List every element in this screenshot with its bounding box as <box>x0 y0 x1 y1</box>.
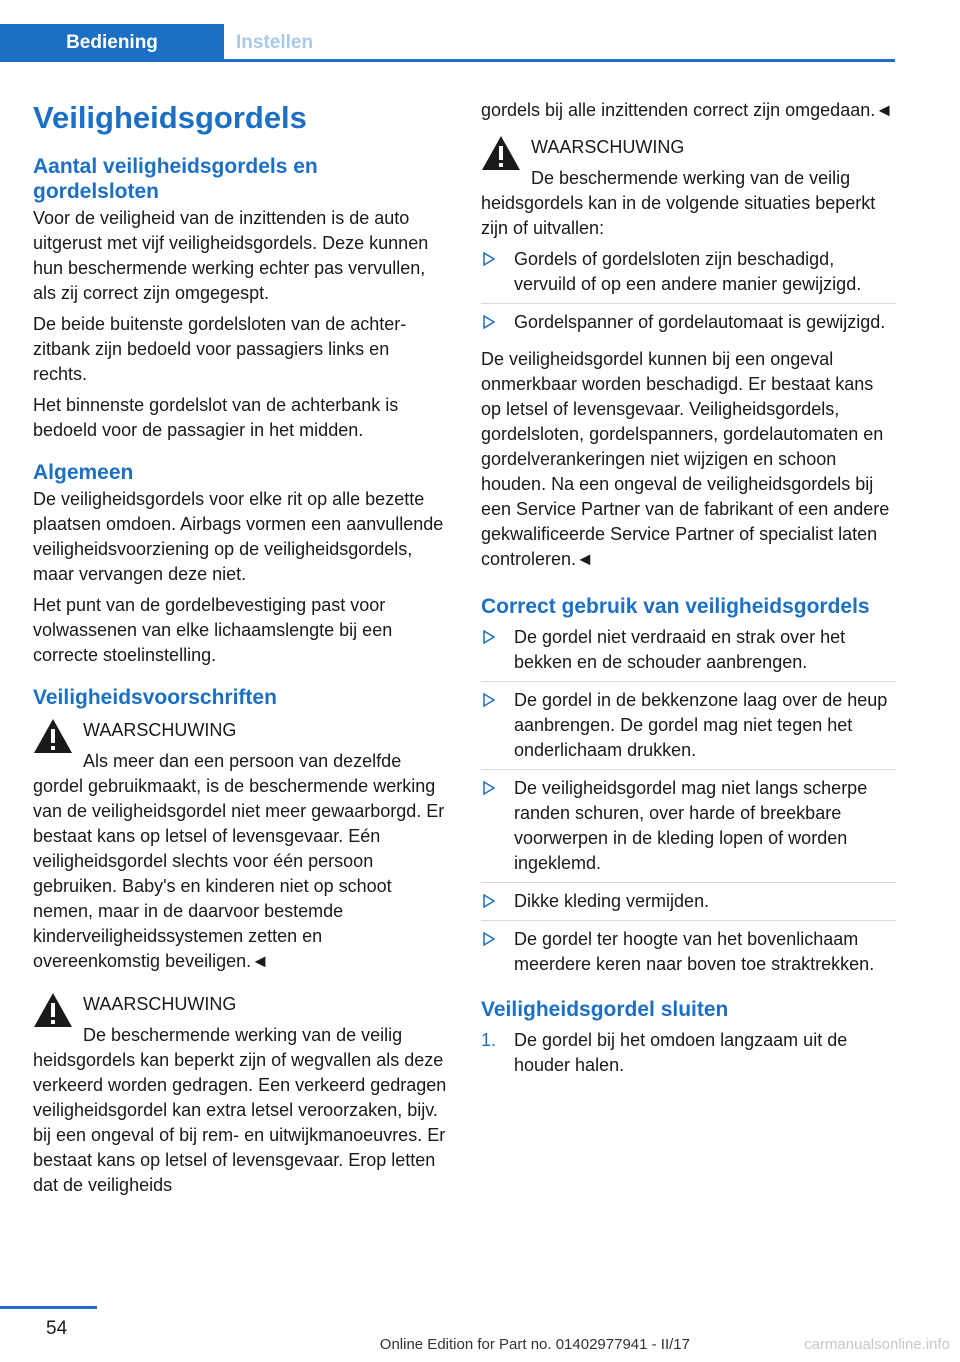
triangle-bullet-icon <box>483 315 495 329</box>
step-text: De gordel bij het omdoen langzaam uit de houder halen. <box>514 1030 848 1075</box>
warning-title: WAARSCHUWING <box>83 994 237 1014</box>
warning-block <box>481 135 896 241</box>
paragraph: gordels bij alle inzittenden correct zijn omgedaan.◄ <box>481 100 894 120</box>
triangle-bullet-icon <box>483 781 495 795</box>
usage-list <box>481 625 896 983</box>
page-number: 54 <box>46 1318 68 1339</box>
warning-text: heidsgordels kan beperkt zijn of wegvallen als deze verkeerd worden gedragen. Een verkeerd gedragen veiligheidsgordel kan extra letsel veroorzaken, bijv. bij een ongeval of bij rem- en uitwijkmanoeuvres. Er bestaat kans op letsel of levensgevaar. Erop letten dat de veiligheids <box>33 1050 447 1195</box>
list-item <box>481 625 896 682</box>
footer-rule <box>0 1306 97 1309</box>
list-item-text: De gordel ter hoogte van het bovenlichaam meerdere keren naar boven toe straktrekken. <box>514 929 875 974</box>
warning-text: De beschermende werking van de veilig <box>83 1025 403 1045</box>
triangle-bullet-icon <box>483 630 495 644</box>
paragraph: Het punt van de gordelbevestiging past voor volwassenen van elke lichaamslengte bij een correcte stoelinstelling. <box>33 595 393 665</box>
warning-text: gordel gebruikmaakt, is de beschermende werking van de veiligheidsgordel niet meer gewaarborgd. Er bestaat kans op letsel of levensgevaar. Eén veiligheidsgordel slechts voor één persoon gebruiken. Baby's en kinderen niet op schoot nemen, maar in de daarvoor bestemde kinderveiligheidssystemen zetten en overeenkomstig beveiligen.◄ <box>33 776 445 971</box>
list-item <box>481 310 896 341</box>
triangle-bullet-icon <box>483 693 495 707</box>
list-item <box>481 688 896 770</box>
warning-text: heidsgordels kan in de volgende situaties beperkt zijn of uitvallen: <box>481 193 876 238</box>
list-item <box>481 247 896 304</box>
paragraph: Voor de veiligheid van de inzittenden is de auto uitgerust met vijf veiligheidsgordels. Deze kunnen hun beschermende werking echter pas vervullen, als zij correct zijn omgegespt. <box>33 208 429 303</box>
warning-triangle-icon <box>33 992 73 1028</box>
list-item <box>481 776 896 883</box>
warning-triangle-icon <box>33 718 73 754</box>
heading-algemeen: Algemeen <box>33 461 134 484</box>
step-number: 1. <box>481 1030 497 1050</box>
right-column <box>481 98 896 1090</box>
page-title: Veiligheidsgordels <box>33 100 307 135</box>
triangle-bullet-icon <box>483 252 495 266</box>
list-item-text: Gordelspanner of gordelautomaat is gewijzigd. <box>514 312 886 332</box>
heading-veiligheidsvoorschriften: Veiligheidsvoorschriften <box>33 686 277 709</box>
warning-block <box>33 718 448 974</box>
warning-list <box>481 247 896 341</box>
heading-correct-gebruik: Correct gebruik van veiligheidsgordels <box>481 595 870 618</box>
steps-list <box>481 1028 896 1084</box>
list-item-text: De gordel in de bekkenzone laag over de heup aanbrengen. De gordel mag niet tegen het onderlichaam drukken. <box>514 690 888 760</box>
paragraph: De veiligheidsgordels voor elke rit op alle bezette plaatsen omdoen. Airbags vormen een aanvullende veiligheidsvoorziening op de veiligheidsgordels, maar vervangen deze niet. <box>33 489 444 584</box>
tab-instellen[interactable]: Instellen <box>236 32 314 53</box>
heading-aantal-gordels: Aantal veiligheidsgordels en gordelsloten <box>33 155 318 203</box>
left-column <box>33 98 448 1204</box>
list-item-text: De gordel niet verdraaid en strak over het bekken en de schouder aanbrengen. <box>514 627 846 672</box>
list-item <box>481 889 896 921</box>
warning-triangle-icon <box>481 135 521 171</box>
warning-text: De beschermende werking van de veilig <box>531 168 851 188</box>
step-item <box>481 1028 896 1084</box>
list-item <box>481 927 896 983</box>
triangle-bullet-icon <box>483 894 495 908</box>
warning-title: WAARSCHUWING <box>531 137 685 157</box>
triangle-bullet-icon <box>483 932 495 946</box>
watermark: carmanualsonline.info <box>804 1336 950 1353</box>
warning-block <box>33 992 448 1198</box>
list-item-text: De veiligheidsgordel mag niet langs scherpe randen schuren, over harde of breekbare voorwerpen in de kleding lopen of worden ingeklemd. <box>514 778 868 873</box>
edition-label: Online Edition for Part no. 01402977941 - II/17 <box>379 1336 690 1353</box>
list-item-text: Gordels of gordelsloten zijn beschadigd, vervuild of op een andere manier gewijzigd. <box>514 249 862 294</box>
paragraph: De veiligheidsgordel kunnen bij een ongeval onmerkbaar worden beschadigd. Er bestaat kans op letsel of levensgevaar. Veiligheidsgordels, gordelsloten, gordelspanners, gordelautomaten en gordelverankeringen niet wijzigen en schoon houden. Na een ongeval de veiligheidsgordels bij een Service Partner van de fabrikant of een andere gekwalificeerde Service Partner of specialist laten controleren.◄ <box>481 349 890 569</box>
list-item-text: Dikke kleding vermijden. <box>514 891 710 911</box>
paragraph: De beide buitenste gordelsloten van de achterzitbank zijn bedoeld voor passagiers links en rechts. <box>33 314 407 384</box>
warning-text: Als meer dan een persoon van dezelfde <box>83 751 402 771</box>
chapter-tab-bar <box>0 0 895 62</box>
tab-bediening[interactable]: Bediening <box>0 24 224 62</box>
heading-gordel-sluiten: Veiligheidsgordel sluiten <box>481 998 729 1021</box>
paragraph: Het binnenste gordelslot van de achterbank is bedoeld voor de passagier in het midden. <box>33 395 399 440</box>
warning-title: WAARSCHUWING <box>83 720 237 740</box>
